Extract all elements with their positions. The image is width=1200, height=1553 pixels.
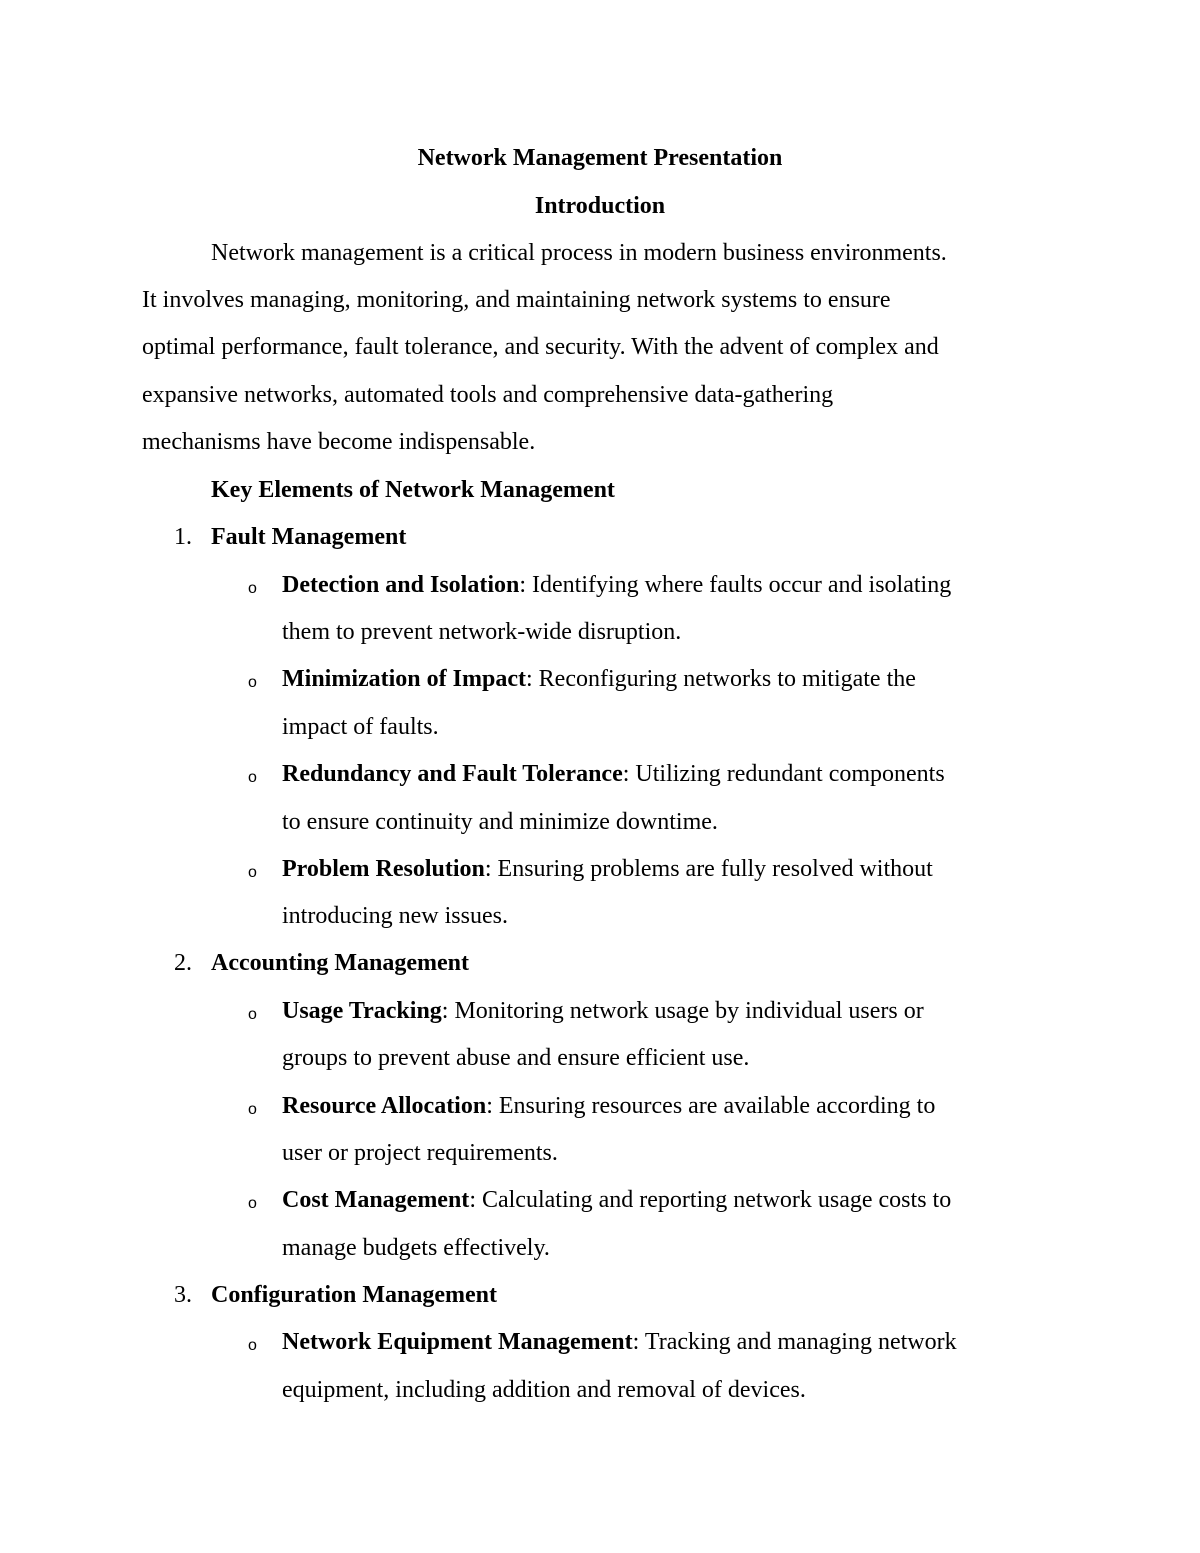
section-number: 2.: [174, 950, 192, 976]
bullet-icon: o: [248, 1006, 257, 1023]
section-title: Configuration Management: [211, 1282, 497, 1308]
list-item: Network Equipment Management: Tracking and managing network: [282, 1329, 957, 1355]
list-item-continuation: manage budgets effectively.: [282, 1235, 550, 1261]
bullet-icon: o: [248, 864, 257, 881]
list-item: Resource Allocation: Ensuring resources are available according to: [282, 1093, 936, 1119]
section-number: 3.: [174, 1282, 192, 1308]
intro-paragraph-line: It involves managing, monitoring, and maintaining network systems to ensure: [142, 287, 891, 313]
bullet-icon: o: [248, 1337, 257, 1354]
intro-paragraph-line: mechanisms have become indispensable.: [142, 429, 536, 455]
section-number: 1.: [174, 524, 192, 550]
document-title: Network Management Presentation: [417, 145, 783, 171]
section-title: Accounting Management: [211, 950, 469, 976]
bullet-icon: o: [248, 580, 257, 597]
list-item-continuation: user or project requirements.: [282, 1140, 558, 1166]
list-item-continuation: groups to prevent abuse and ensure efficient use.: [282, 1045, 750, 1071]
list-item-continuation: to ensure continuity and minimize downtime.: [282, 809, 718, 835]
bullet-icon: o: [248, 674, 257, 691]
list-item: Redundancy and Fault Tolerance: Utilizing redundant components: [282, 761, 945, 787]
list-item-continuation: introducing new issues.: [282, 903, 508, 929]
list-item: Cost Management: Calculating and reporting network usage costs to: [282, 1187, 952, 1213]
bullet-icon: o: [248, 769, 257, 786]
key-elements-heading: Key Elements of Network Management: [211, 477, 615, 503]
list-item: Usage Tracking: Monitoring network usage by individual users or: [282, 998, 924, 1024]
list-item: Detection and Isolation: Identifying where faults occur and isolating: [282, 572, 952, 598]
intro-paragraph-line: optimal performance, fault tolerance, and security. With the advent of complex and: [142, 334, 939, 360]
section-title: Fault Management: [211, 524, 407, 550]
bullet-icon: o: [248, 1101, 257, 1118]
list-item-continuation: them to prevent network-wide disruption.: [282, 619, 682, 645]
list-item: Minimization of Impact: Reconfiguring networks to mitigate the: [282, 666, 916, 692]
list-item: Problem Resolution: Ensuring problems are fully resolved without: [282, 856, 933, 882]
intro-paragraph-line: Network management is a critical process in modern business environments.: [211, 240, 947, 266]
intro-heading: Introduction: [534, 193, 666, 219]
list-item-continuation: equipment, including addition and removal of devices.: [282, 1377, 806, 1403]
bullet-icon: o: [248, 1195, 257, 1212]
intro-paragraph-line: expansive networks, automated tools and comprehensive data-gathering: [142, 382, 834, 408]
list-item-continuation: impact of faults.: [282, 714, 439, 740]
